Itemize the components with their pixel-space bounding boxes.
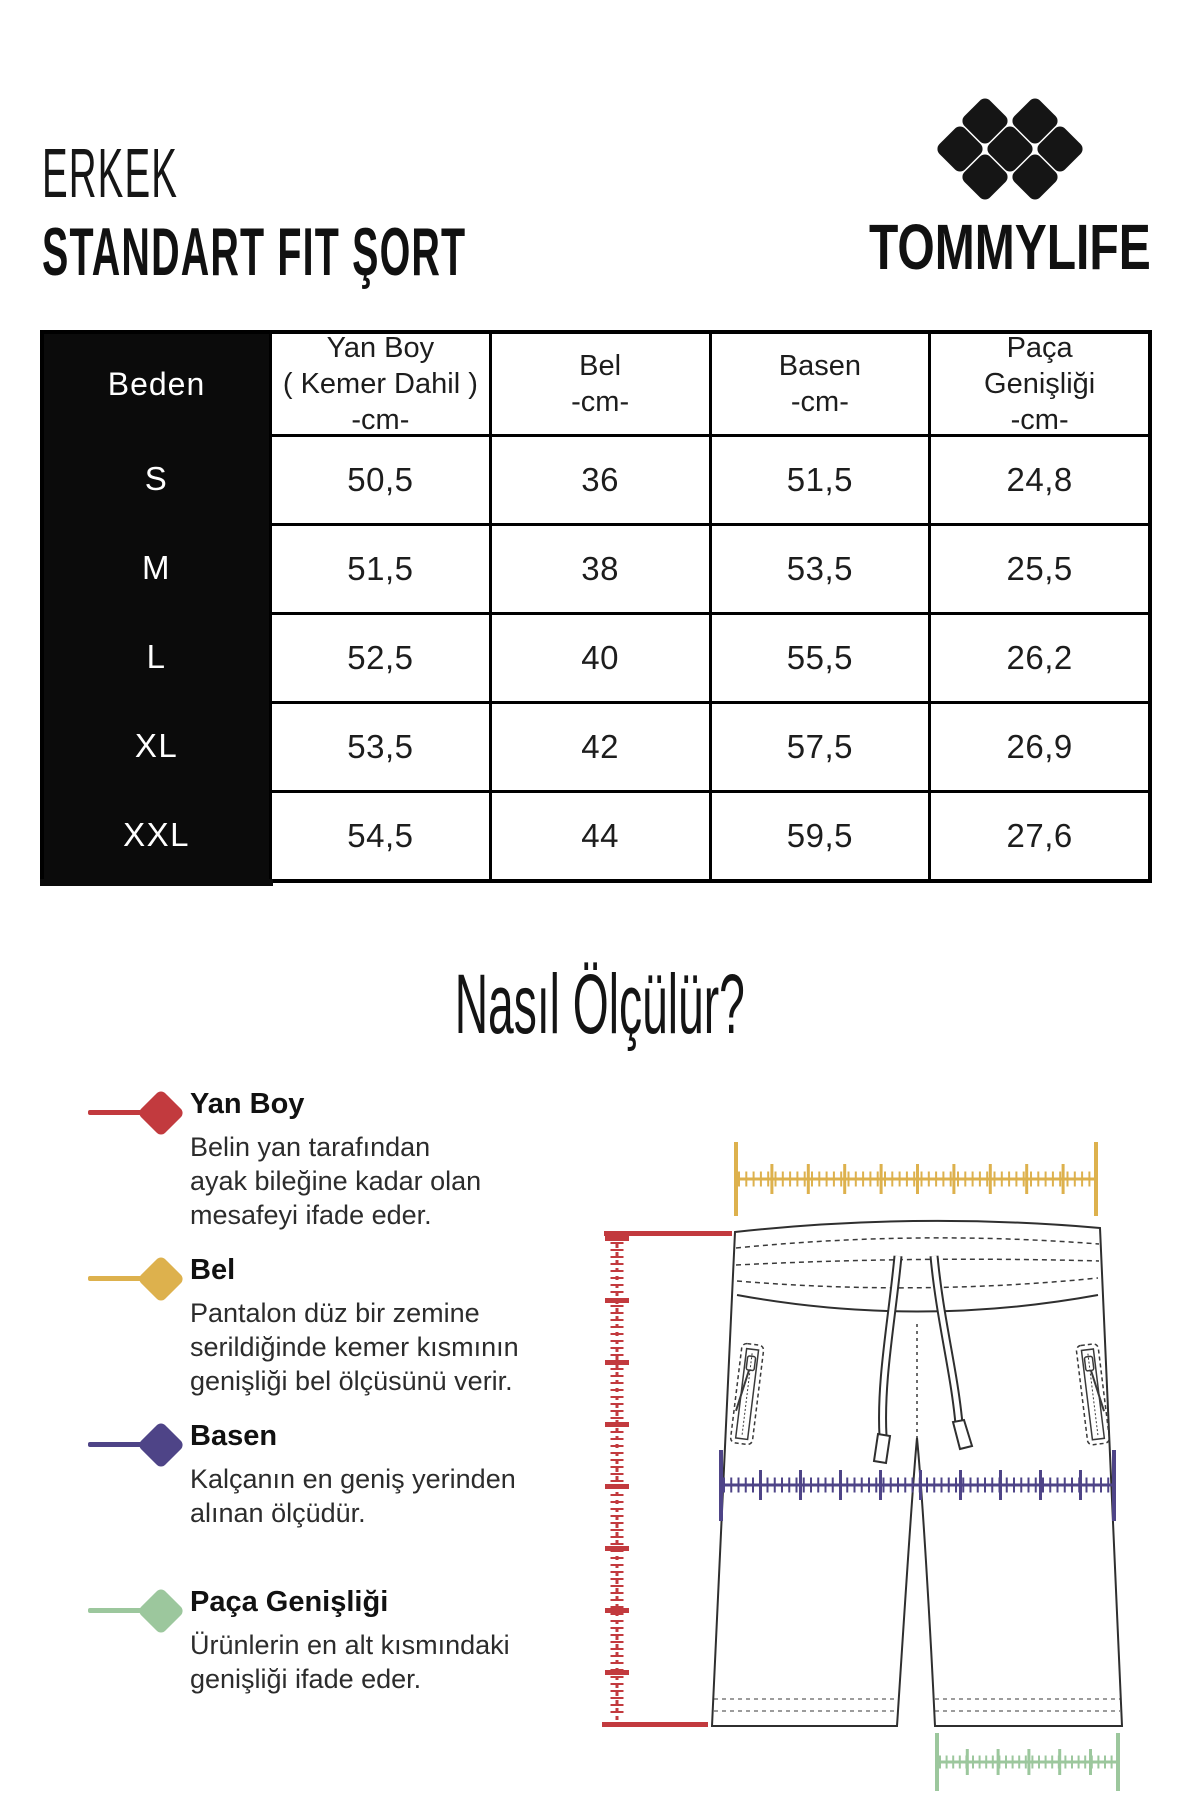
- size-label-l: L: [44, 612, 269, 701]
- table-cell: 53,5: [709, 523, 929, 612]
- basen-ruler: [719, 1450, 1116, 1521]
- legend-desc-line: mesafeyi ifade eder.: [190, 1200, 432, 1230]
- size-label-s: S: [44, 434, 269, 523]
- table-cell: 27,6: [928, 790, 1148, 879]
- table-cell: 53,5: [269, 701, 489, 790]
- table-header-yan-boy: Yan Boy ( Kemer Dahil ) -cm-: [269, 334, 489, 434]
- table-cell: 26,9: [928, 701, 1148, 790]
- table-cell: 38: [489, 523, 709, 612]
- table-cell: 51,5: [709, 434, 929, 523]
- size-label-xl: XL: [44, 701, 269, 790]
- diamond-icon: [137, 1587, 185, 1635]
- legend-desc-line: Ürünlerin en alt kısmındaki: [190, 1630, 510, 1660]
- table-cell: 59,5: [709, 790, 929, 879]
- page-title: [42, 134, 774, 290]
- left-zipper-pocket: [730, 1343, 764, 1445]
- legend-desc-line: ayak bileğine kadar olan: [190, 1166, 482, 1196]
- table-cell: 42: [489, 701, 709, 790]
- product-title: STANDART FIT ŞORT: [42, 214, 467, 290]
- table-cell: 25,5: [928, 523, 1148, 612]
- legend-item-yan-boy: [88, 1088, 568, 1232]
- paca-genisligi-marker: [88, 1591, 184, 1631]
- table-cell: 36: [489, 434, 709, 523]
- legend-desc-line: serildiğinde kemer kısmının: [190, 1332, 519, 1362]
- table-footer-bar: [40, 879, 273, 886]
- yan-boy-marker: [88, 1093, 184, 1133]
- size-label-xxl: XXL: [44, 790, 269, 879]
- brand-name: TOMMYLIFE: [869, 211, 1151, 283]
- legend-item-paca-genisligi: [88, 1586, 568, 1696]
- seam-lines: [714, 1324, 1120, 1711]
- legend-desc-line: genişliği bel ölçüsünü verir.: [190, 1366, 513, 1396]
- size-table: [40, 330, 1152, 883]
- diamond-icon: [137, 1089, 185, 1137]
- brand-block: [810, 92, 1200, 283]
- shorts-outline: [712, 1221, 1122, 1726]
- legend-desc-line: Belin yan tarafından: [190, 1132, 431, 1162]
- diamond-icon: [137, 1421, 185, 1469]
- bel-ruler: [734, 1142, 1098, 1216]
- table-header-beden: Beden: [44, 334, 269, 434]
- bel-marker: [88, 1259, 184, 1299]
- product-category: ERKEK: [42, 134, 179, 212]
- legend-desc-line: Pantalon düz bir zemine: [190, 1298, 480, 1328]
- table-cell: 50,5: [269, 434, 489, 523]
- legend-desc-line: genişliği ifade eder.: [190, 1664, 422, 1694]
- shorts-diagram: [540, 1060, 1200, 1800]
- table-cell: 24,8: [928, 434, 1148, 523]
- table-cell: 54,5: [269, 790, 489, 879]
- basen-marker: [88, 1425, 184, 1465]
- table-cell: 44: [489, 790, 709, 879]
- legend-label: Yan Boy: [190, 1088, 305, 1120]
- table-cell: 52,5: [269, 612, 489, 701]
- table-cell: 57,5: [709, 701, 929, 790]
- table-header-bel: Bel -cm-: [489, 334, 709, 434]
- table-header-basen: Basen -cm-: [709, 334, 929, 434]
- legend-item-bel: [88, 1254, 568, 1398]
- yan-boy-ruler: [602, 1234, 732, 1725]
- brand-logo-icon: [934, 92, 1086, 206]
- legend-item-basen: [88, 1420, 568, 1530]
- table-cell: 26,2: [928, 612, 1148, 701]
- table-cell: 40: [489, 612, 709, 701]
- size-label-m: M: [44, 523, 269, 612]
- waistband-stitching: [736, 1238, 1099, 1288]
- table-cell: 55,5: [709, 612, 929, 701]
- diamond-icon: [137, 1255, 185, 1303]
- legend-label: Bel: [190, 1254, 236, 1286]
- legend-label: Basen: [190, 1420, 278, 1452]
- legend-label: Paça Genişliği: [190, 1586, 389, 1618]
- legend-desc-line: Kalçanın en geniş yerinden: [190, 1464, 516, 1494]
- table-cell: 51,5: [269, 523, 489, 612]
- paca-genisligi-ruler: [935, 1733, 1120, 1791]
- table-header-paca-genisligi: Paça Genişliği -cm-: [928, 334, 1148, 434]
- legend-desc-line: alınan ölçüdür.: [190, 1498, 366, 1528]
- measure-heading: Nasıl Ölçülür?: [454, 957, 746, 1051]
